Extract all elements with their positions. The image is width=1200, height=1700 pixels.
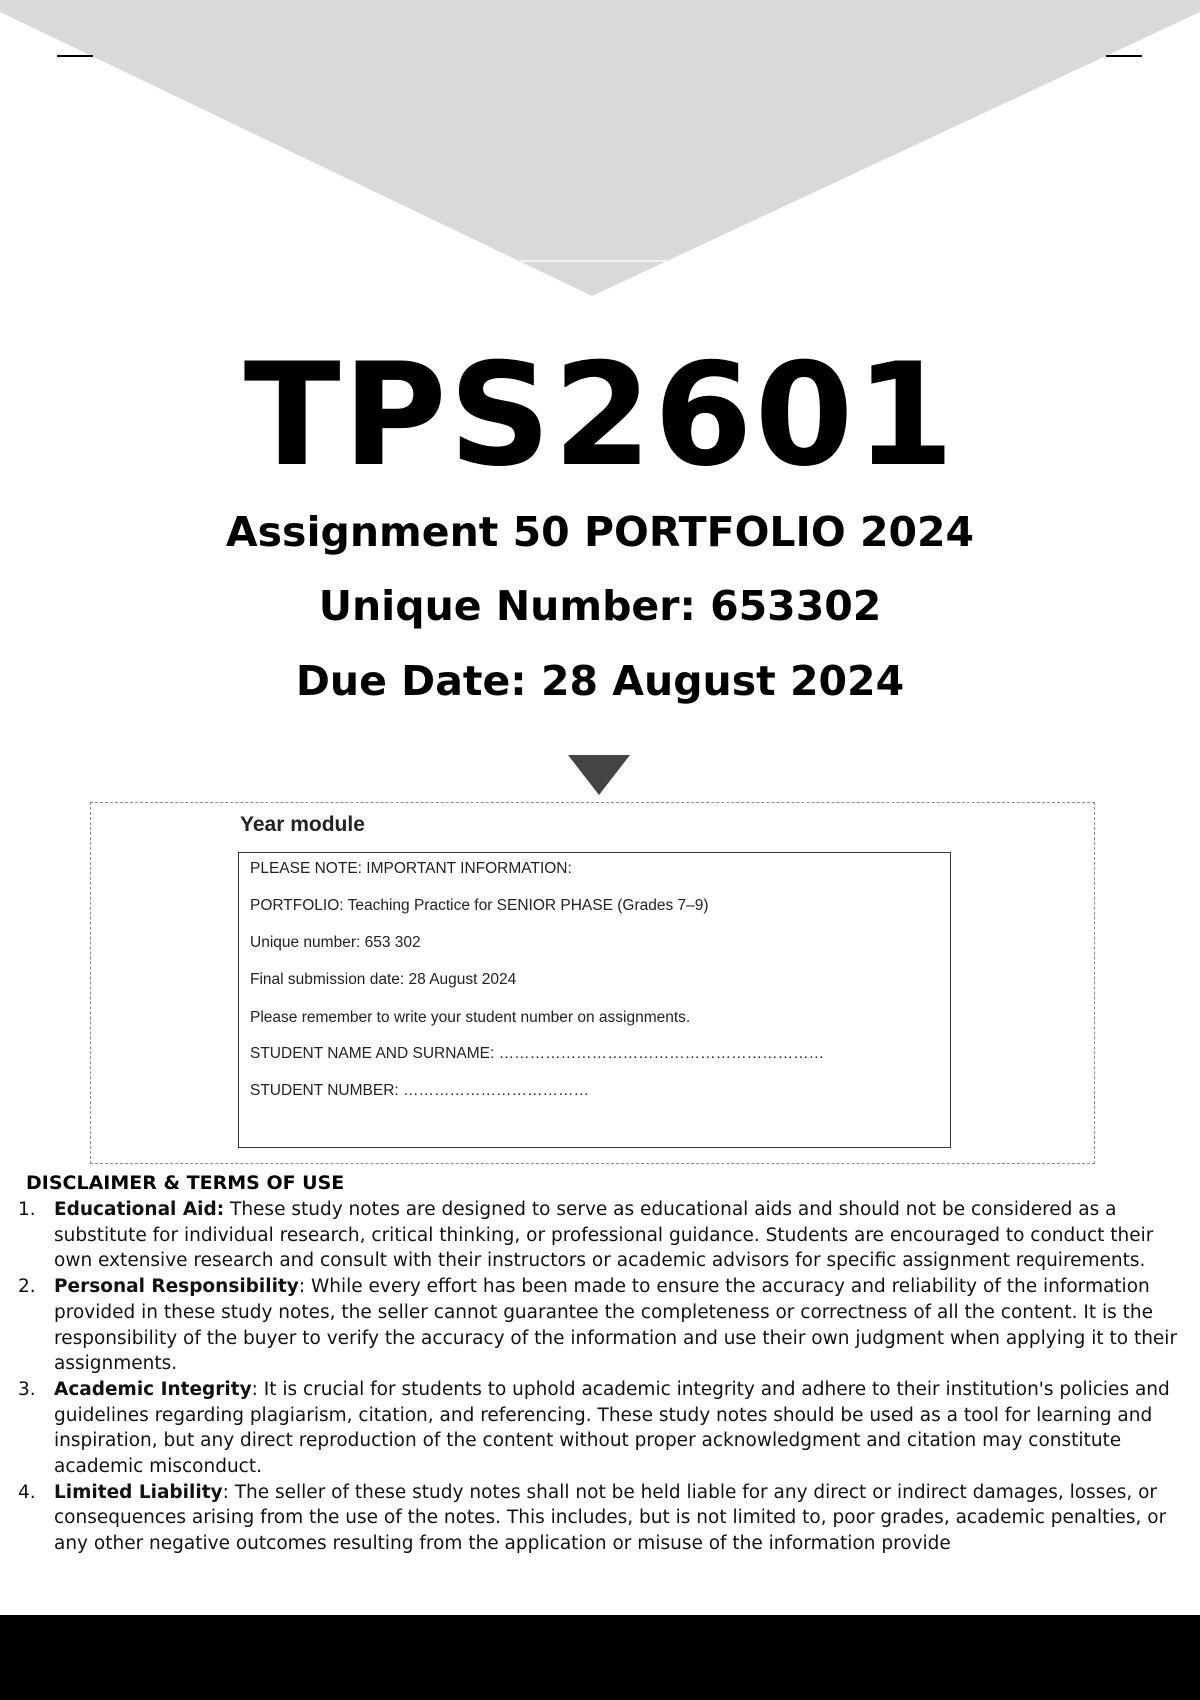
info-heading: Year module xyxy=(240,813,365,836)
info-line-unique-number: Unique number: 653 302 xyxy=(250,934,421,951)
disclaimer-item-limited-liability xyxy=(16,1480,1188,1557)
disclaimer-title: DISCLAIMER & TERMS OF USE xyxy=(26,1172,345,1194)
item-number: 3. xyxy=(18,1378,36,1400)
due-date-line: Due Date: 28 August 2024 xyxy=(295,657,905,705)
disclaimer-item-personal-responsibility xyxy=(16,1274,1188,1377)
info-line-student-name: STUDENT NAME AND SURNAME: ……………………………………………………… xyxy=(250,1045,825,1062)
info-line-student-number: STUDENT NUMBER: ……………………………… xyxy=(250,1082,590,1099)
item-number: 2. xyxy=(18,1276,36,1298)
item-text: These study notes are designed to serve as educational aids and should not be considered as a substitute for individual research, critical thinking, or professional guidance. Students are encouraged to conduct their own extensive research and consult with their instructors or academic advisors for specific assignment requirements. xyxy=(54,1199,1154,1272)
item-number: 1. xyxy=(18,1199,36,1220)
corner-mark-left xyxy=(57,55,93,57)
corner-mark-right xyxy=(1106,55,1142,57)
disclaimer-item-academic-integrity xyxy=(16,1377,1188,1480)
item-heading: Academic Integrity xyxy=(54,1378,252,1400)
item-heading: Personal Responsibility xyxy=(54,1276,299,1298)
info-line-portfolio: PORTFOLIO: Teaching Practice for SENIOR PHASE (Grades 7–9) xyxy=(250,897,709,914)
item-text: : While every effort has been made to ensure the accuracy and reliability of the information provided in these study notes, the seller cannot guarantee the completeness or correctness of all the content. It is the responsibility of the buyer to verify the accuracy of the information and use their own judgment when applying it to their assignments. xyxy=(54,1276,1178,1375)
disclaimer-list xyxy=(16,1197,1188,1557)
footer-bar xyxy=(0,1615,1200,1700)
assignment-subtitle: Assignment 50 PORTFOLIO 2024 xyxy=(225,508,975,556)
course-code-title: TPS2601 xyxy=(243,333,957,498)
info-line-notice: PLEASE NOTE: IMPORTANT INFORMATION: xyxy=(250,860,572,877)
chevron-notch-line xyxy=(520,260,670,262)
item-heading: Educational Aid: xyxy=(54,1199,225,1220)
disclaimer-item-educational-aid xyxy=(16,1197,1188,1274)
down-arrow-icon xyxy=(568,755,630,795)
item-text: : The seller of these study notes shall not be held liable for any direct or indirect damages, losses, or consequences arising from the use of the notes. This includes, but is not limited to, poor grades, academic penalties, or any other negative outcomes resulting from the application or misuse of the information provide xyxy=(54,1481,1167,1555)
item-heading: Limited Liability xyxy=(54,1481,223,1503)
item-text: : It is crucial for students to uphold academic integrity and adhere to their institution's policies and guidelines regarding plagiarism, citation, and referencing. These study notes should be used as a tool for learning and inspiration, but any direct reproduction of the content without proper acknowledgment and citation may constitute academic misconduct. xyxy=(54,1378,1170,1478)
header-chevron-banner xyxy=(0,0,1200,300)
info-line-submission-date: Final submission date: 28 August 2024 xyxy=(250,971,517,988)
info-line-reminder: Please remember to write your student number on assignments. xyxy=(250,1009,691,1026)
chevron-shape xyxy=(0,0,1200,296)
unique-number-line: Unique Number: 653302 xyxy=(318,582,882,630)
item-number: 4. xyxy=(18,1481,36,1503)
